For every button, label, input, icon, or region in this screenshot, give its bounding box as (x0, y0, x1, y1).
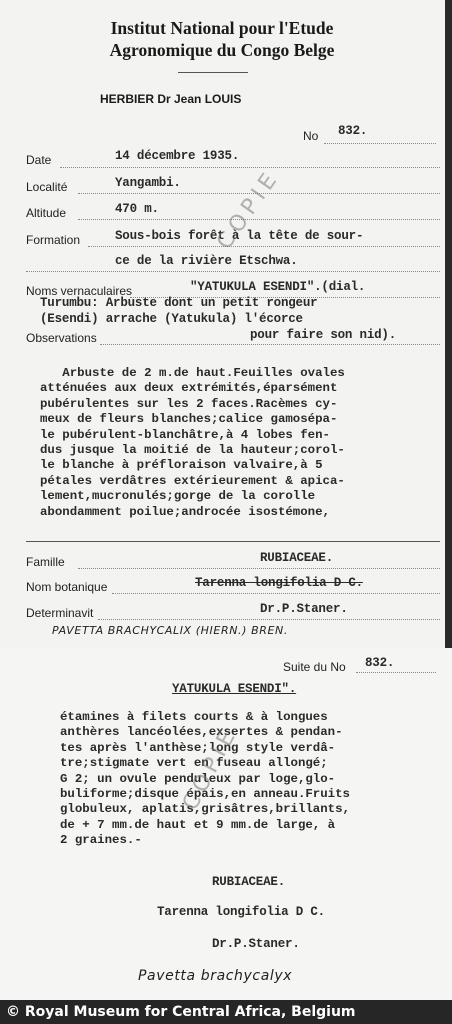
section-divider (26, 541, 440, 542)
copyright-footer: © Royal Museum for Central Africa, Belgium (0, 1000, 452, 1024)
botanical-name-line (112, 593, 440, 594)
altitude-label: Altitude (26, 206, 67, 220)
family-line (78, 568, 440, 569)
vernacular-value: "YATUKULA ESENDI".(dial. (190, 280, 366, 294)
suite-value: 832. (365, 656, 395, 670)
date-value: 14 décembre 1935. (115, 149, 240, 163)
botanical-description: Arbuste de 2 m.de haut.Feuilles ovales atténuées aux deux extrémités,éparsément pubérulentes sur les 2 faces.Racèmes cy- meux de fleurs blanches;calice gamosépa- le pubérulent-blanchâtre,à 4 lobes fen- dus jusque la moitié de la hauteur;corol- le blanche à préfloraison valvaire,à 5 pétales verdâtres extérieurement & apica- lement,mucronulés;gorge de la corolle abondamment poilue;androcée isostémone, (40, 366, 345, 519)
institute-name-line2: Agronomique du Congo Belge (109, 40, 335, 60)
formation-value-line1: Sous-bois forêt à la tête de sour- (115, 229, 364, 243)
number-value: 832. (338, 124, 368, 138)
altitude-value: 470 m. (115, 202, 159, 216)
suite-label: Suite du No (283, 660, 346, 674)
determinavit-label: Determinavit (26, 606, 94, 620)
vernacular-label: Noms vernaculaires (26, 284, 133, 298)
locality-label: Localité (26, 180, 68, 194)
date-label: Date (26, 153, 52, 167)
determinavit-name: Dr.P.Staner. (212, 937, 300, 951)
determinavit-line (98, 619, 440, 620)
continuation-card (0, 648, 452, 1000)
locality-value: Yangambi. (115, 176, 181, 190)
date-line (60, 167, 440, 168)
handwritten-species: Pavetta brachycalyx (138, 968, 293, 984)
copie-stamp-2: COPIE (178, 722, 243, 815)
institute-name-line1: Institut National pour l'Etude (110, 18, 334, 38)
continuation-description: étamines à filets courts & à longues anthères lancéolées,exsertes & pendan- tes après l'anthèse;long style verdâ- tre;stigmate vert en fuseau allongé; G 2; un ovule penduleux par loge,glo- buliforme;disque épais,en anneau.Fruits globuleux, aplatis,grisâtres,brillants, de + 7 mm.de haut et 9 mm.de large, à 2 graines.- (60, 710, 350, 848)
family-label: Famille (26, 555, 65, 569)
family-value: RUBIACEAE. (260, 551, 334, 565)
herbarium-heading: HERBIER Dr Jean LOUIS (100, 92, 242, 106)
observations-line (100, 344, 440, 345)
suite-line (356, 672, 436, 673)
botanical-name-value: Tarenna longifolia D C. (195, 576, 363, 590)
number-label: No (303, 129, 319, 143)
family-name: RUBIACEAE. (212, 875, 286, 889)
handwritten-determination: PAVETTA BRACHYCALIX (HIERN.) BREN. (52, 624, 288, 637)
observations-line3: pour faire son nid). (250, 328, 397, 342)
formation-value-line2: ce de la rivière Etschwa. (115, 254, 298, 268)
observations-line1: Turumbu: Arbuste dont un petit rongeur (40, 296, 318, 310)
formation-line2 (26, 271, 440, 272)
observations-label: Observations (26, 331, 97, 345)
determinavit-value: Dr.P.Staner. (260, 602, 348, 616)
botanical-name-label: Nom botanique (26, 580, 108, 594)
vernacular-heading: YATUKULA ESENDI". (172, 682, 297, 696)
copie-stamp: COPIE (212, 165, 285, 255)
number-line (324, 143, 436, 144)
botanical-name: Tarenna longifolia D C. (157, 905, 325, 919)
title-divider (178, 72, 248, 73)
formation-label: Formation (26, 233, 81, 247)
observations-line2: (Esendi) arrache (Yatukula) l'écorce (40, 312, 303, 326)
formation-line1 (88, 246, 440, 247)
altitude-line (78, 219, 440, 220)
